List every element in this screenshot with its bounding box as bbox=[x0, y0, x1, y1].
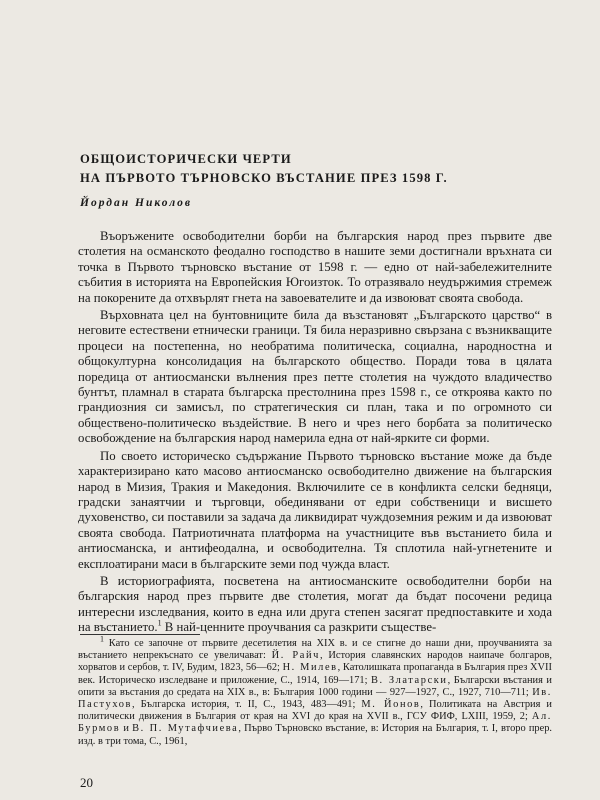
footnote-text: , Първо Търновско въстание, в: История на България, т. I, второ прер. изд. в три тома, С., 1961, bbox=[78, 723, 552, 747]
article-title bbox=[80, 150, 550, 188]
footnote-divider bbox=[80, 634, 200, 635]
title-line-1: ОБЩОИСТОРИЧЕСКИ ЧЕРТИ bbox=[80, 152, 292, 166]
article-body bbox=[78, 229, 552, 636]
footnote-text: , Българска история, т. II, С., 1943, 483—491; bbox=[132, 699, 362, 711]
footnote-author: Й. Райч bbox=[271, 650, 320, 662]
paragraph-4 bbox=[78, 574, 552, 636]
paragraph-4-continuation: В най-ценните проучвания са разкрити съществе- bbox=[164, 620, 437, 635]
footnote-author: Ив. Пастухов bbox=[78, 686, 552, 711]
footnote-author: В. Златарски bbox=[371, 674, 448, 686]
footnote-text: , Католишката пропаганда в България през XVII век. Историческо изследване и приложение, С., 1914, 169—171; bbox=[78, 662, 552, 686]
footnote-text: , Български въстания и опити за въстания до средата на XIX в., в: България 1000 години — 927—1927, С., 1927, 710—711; bbox=[78, 674, 552, 698]
footnote-text: и bbox=[120, 723, 133, 735]
footnote-reference: 1 bbox=[157, 618, 162, 628]
paragraph-1: Въоръжените освободителни борби на българския народ през първите две столетия на османското феодално господство в нашите земи достигнали връхната си точка в Първото търновско въстание от 1598 г. — едно от най-забележителните събития в историята на Европейския Югоизток. То отразявало неудържимия стремеж на покорените да отхвърлят гнета на завоевателите и да извоюват своята свобода. bbox=[78, 229, 552, 305]
page-number: 20 bbox=[80, 775, 93, 790]
footnote bbox=[78, 634, 552, 748]
footnote-text: , История славянских народов наипаче болгаров, хорватов и сербов, т. IV, Будим, 1823, 56—62; bbox=[78, 650, 552, 674]
title-line-2: НА ПЪРВОТО ТЪРНОВСКО ВЪСТАНИЕ ПРЕЗ 1598 Г. bbox=[80, 171, 448, 185]
footnote-author: Ал. Бурмов bbox=[78, 711, 552, 735]
paragraph-4-text: В историографията, посветена на антиосманските освободителни борби на българския народ през първите две столетия, могат да бъдат посочени редица интересни изследвания, които в една или друга степен засягат предпоставките и хода на въстанието. bbox=[78, 573, 552, 635]
footnote-author: М. Йонов bbox=[361, 699, 421, 711]
footnote-mark: 1 bbox=[100, 634, 104, 644]
footnote-author: В. П. Мутафчиева bbox=[132, 723, 239, 735]
footnote-author: Н. Милев bbox=[282, 662, 338, 674]
article-author: Йордан Николов bbox=[80, 197, 192, 209]
paragraph-2: Върховната цел на бунтовниците била да възстановят „Българското царство“ в неговите естествени етнически граници. Тя била неразривно свързана с възникващите процеси на постепенна, но необратима политическа, социална, народностна и общокултурна консолидация на българското общество. Поради това в цялата поредица от антиосмански вълнения през петте столетия на чуждото владичество бунтът, пламнал в старата българска престолнина през 1598 г., се откроява както по грандиозния си замисъл, по стратегическия си план, така и по огромното си обществено-политическо въздействие. В него и чрез него борбата за политическо освобождение на българския народ намерила една от най-ярките си форми. bbox=[78, 308, 552, 446]
paragraph-3: По своето историческо съдържание Първото търновско въстание може да бъде характеризирано като масово антиосманско освободително движение на българския народ в Мизия, Тракия и Македония. Включилите се в конфликта селски бедняци, градски занаятчии и търговци, обединявани от едри собственици и висшето духовенство, си поставили за задача да ликвидират чуждоземния режим и да извоюват своята свобода. Патриотичната платформа на участниците във въстанието била и антиосманска, и антифеодална, и освободителна. Тя сплотила най-угнетените и експлоатирани маси в българските земи под чужда власт. bbox=[78, 448, 552, 571]
footnote-text: Като се започне от първите десетилетия на XIX в. и се стигне до наши дни, проучванията за въстанието непрекъснато се увеличават: bbox=[78, 638, 552, 662]
footnote-text: , Политиката на Австрия и политически движения в България от края на XVI до края на XVII в., ГСУ ФИФ, LXIII, 1959, 2; bbox=[78, 699, 552, 723]
